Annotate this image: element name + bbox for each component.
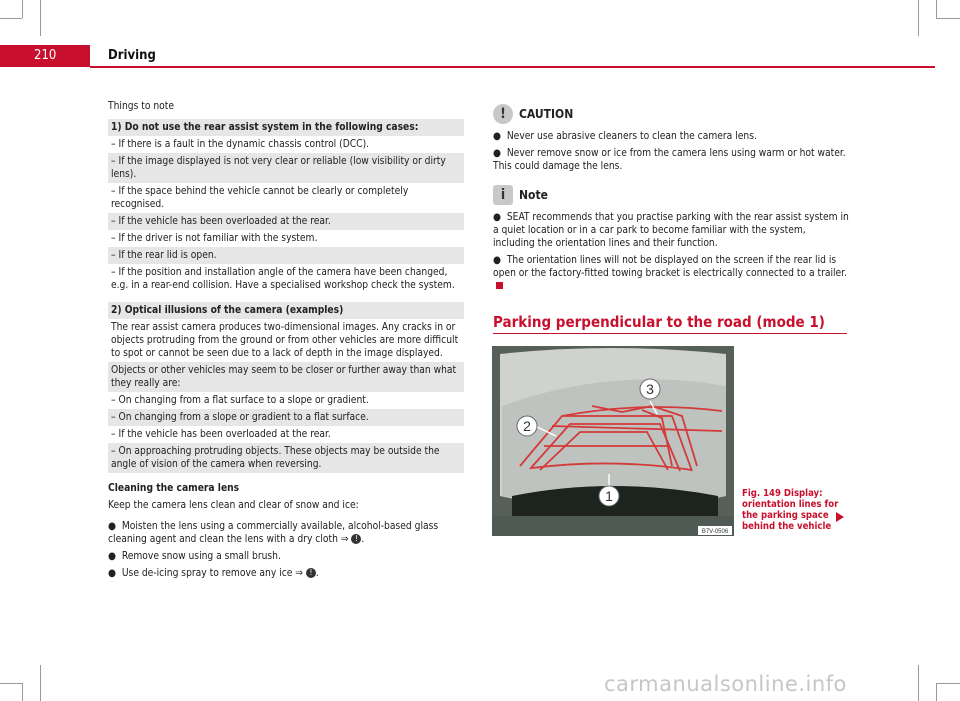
illusions-table (108, 302, 464, 473)
crop-mark (0, 18, 22, 19)
table-row: – If the rear lid is open. (108, 247, 464, 264)
crop-mark (40, 0, 41, 36)
callout-3 (640, 379, 660, 399)
table-row: – If the position and installation angle of the camera have been changed, e.g. in a rear-end collision. Have a specialised workshop check the system. (111, 267, 455, 291)
crop-mark (40, 665, 41, 701)
list-item: ● Moisten the lens using a commercially available, alcohol-based glass cleaning agent and clean the lens with a dry cloth ⇒ ! . (108, 521, 439, 545)
end-marker-icon (496, 282, 503, 289)
caution-ref-icon[interactable]: ! (351, 534, 361, 544)
list-item: ● Never use abrasive cleaners to clean the camera lens. (493, 131, 757, 142)
table-row: – If the driver is not familiar with the system. (111, 233, 318, 244)
table-row: – On approaching protruding objects. These objects may be outside the angle of vision of the camera when reversing. (108, 443, 464, 473)
crop-mark (918, 0, 919, 36)
figure-code: B7V-0506 (701, 529, 729, 535)
note-heading: Note (519, 187, 548, 202)
bullet-text: Moisten the lens using a commercially available, alcohol-based glass cleaning agent and clean the lens with a dry cloth ⇒ (108, 521, 439, 545)
table-row: – If the vehicle has been overloaded at the rear. (111, 429, 331, 440)
list-item: ● The orientation lines will not be displayed on the screen if the rear lid is open or the factory-fitted towing bracket is electrically connected to a trailer. (493, 254, 849, 293)
caution-ref-icon[interactable]: ! (306, 568, 316, 578)
table-row: Objects or other vehicles may seem to be closer or further away than what they really are: (108, 362, 464, 392)
crop-mark (0, 683, 22, 684)
svg-text:2: 2 (523, 418, 531, 434)
bullet-icon: ● (108, 551, 116, 562)
svg-text:1: 1 (605, 488, 613, 504)
bullet-icon: ● (108, 568, 116, 579)
right-column (493, 104, 849, 297)
bullet-icon: ● (493, 255, 501, 266)
svg-text:3: 3 (646, 381, 654, 397)
caution-icon: ! (493, 104, 513, 124)
list-item: ● SEAT recommends that you practise parking with the rear assist system in a quiet location or in a car park to become familiar with the system, including the orientation lines and their function. (493, 212, 849, 249)
crop-mark (936, 683, 960, 684)
left-column (108, 100, 464, 584)
intro-text: Things to note (108, 101, 175, 112)
caution-heading: CAUTION (519, 106, 574, 121)
bullet-text: Remove snow using a small brush. (121, 551, 281, 562)
list-item (108, 550, 464, 563)
bullet-icon: ● (493, 212, 501, 223)
callout-1 (599, 486, 619, 506)
info-icon: i (493, 185, 513, 205)
table-row: – On changing from a slope or gradient to a flat surface. (108, 409, 464, 426)
list-item: ● Use de-icing spray to remove any ice ⇒ ! . (108, 568, 319, 579)
table-row: – If there is a fault in the dynamic chassis control (DCC). (111, 139, 370, 150)
crop-mark (918, 665, 919, 701)
crop-mark (936, 683, 937, 701)
crop-mark (936, 0, 937, 18)
caution-box-title (493, 104, 849, 124)
continue-arrow-icon (836, 512, 844, 522)
crop-mark (22, 0, 23, 18)
table-header: 1) Do not use the rear assist system in the following cases: (108, 119, 464, 136)
note-box-title (493, 185, 849, 205)
cases-table (108, 119, 464, 294)
callout-2 (517, 416, 537, 436)
bullet-text: Use de-icing spray to remove any ice ⇒ (121, 568, 303, 579)
table-row: The rear assist camera produces two-dimensional images. Any cracks in or objects protruding from the ground or from other vehicles are more difficult to spot or cannot be seen due to a lack of depth in the image displayed. (111, 322, 459, 359)
table-row: – On changing from a flat surface to a slope or gradient. (111, 395, 369, 406)
header-rule (90, 66, 935, 68)
figure-caption: Fig. 149 Display: orientation lines for the parking space behind the vehicle (742, 488, 839, 532)
bullet-icon: ● (493, 131, 501, 142)
cleaning-heading: Cleaning the camera lens (108, 483, 240, 494)
rear-camera-figure (492, 346, 734, 536)
section-heading: Parking perpendicular to the road (mode 1) (493, 313, 825, 331)
section-rule (493, 333, 847, 334)
bullet-icon: ● (493, 148, 501, 159)
crop-mark (22, 683, 23, 701)
bullet-icon: ● (108, 521, 116, 532)
crop-mark (936, 18, 960, 19)
table-header: 2) Optical illusions of the camera (examples) (108, 302, 464, 319)
list-item: ● Never remove snow or ice from the camera lens using warm or hot water. This could damage the lens. (493, 148, 846, 172)
cleaning-text: Keep the camera lens clean and clear of snow and ice: (108, 500, 359, 511)
table-row: – If the space behind the vehicle cannot be clearly or completely recognised. (111, 186, 409, 210)
page-number: 210 (0, 45, 90, 67)
camera-display-illustration (492, 346, 734, 536)
page-section-title: Driving (108, 48, 156, 63)
table-row: – If the vehicle has been overloaded at the rear. (108, 213, 464, 230)
watermark: carmanualsonline.info (604, 672, 847, 696)
table-row: – If the image displayed is not very clear or reliable (low visibility or dirty lens). (108, 153, 464, 183)
